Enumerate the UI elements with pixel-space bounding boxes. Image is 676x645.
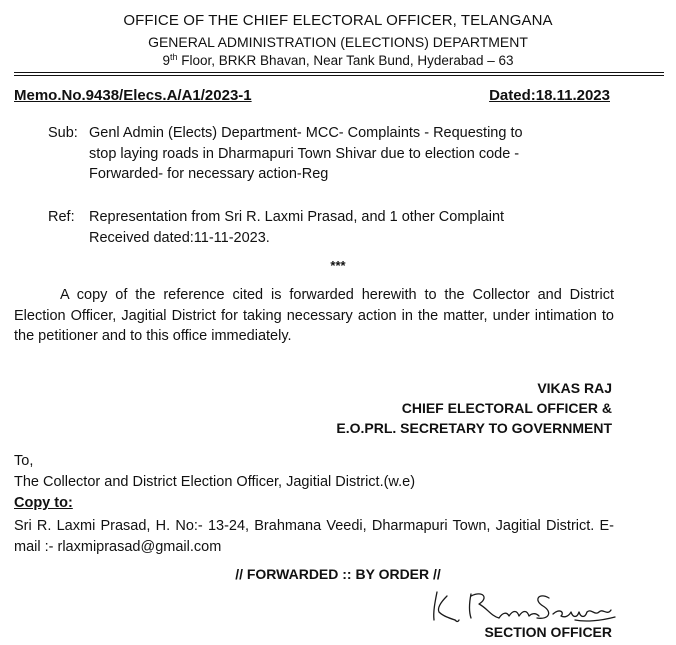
header-rule-top [14,72,664,73]
office-heading: OFFICE OF THE CHIEF ELECTORAL OFFICER, TELANGANA [123,12,553,29]
copy-to-address: Sri R. Laxmi Prasad, H. No:- 13-24, Brahmana Veedi, Dharmapuri Town, Jagitial District. E-mail :- rlaxmiprasad@gmail.com [14,518,614,555]
recipient-address: The Collector and District Election Officer, Jagitial District.(w.e) [14,474,416,490]
forwarded-by-order: // FORWARDED :: BY ORDER // [235,566,441,582]
address-rest: Floor, BRKR Bhavan, Near Tank Bund, Hyderabad – 63 [177,53,514,68]
subject-line: Forwarded- for necessary action-Reg [89,166,329,182]
subject-line: stop laying roads in Dharmapuri Town Shivar due to election code - [89,145,520,162]
subject-label: Sub: [48,125,78,141]
memo-date: Dated:18.11.2023 [489,87,610,104]
header-rule-bottom [14,75,664,76]
separator-stars: *** [330,258,346,273]
reference-label: Ref: [48,209,75,225]
copy-to-label: Copy to: [14,495,73,511]
signatory-name: VIKAS RAJ [537,380,612,396]
subject-text [89,123,523,185]
reference-line: Representation from Sri R. Laxmi Prasad, and 1 other Complaint [89,209,505,225]
subject-line: Genl Admin (Elects) Department- MCC- Complaints - Requesting to [89,125,523,141]
memo-number: Memo.No.9438/Elecs.A/A1/2023-1 [14,87,252,104]
signatory-title: CHIEF ELECTORAL OFFICER & [401,400,612,416]
handwritten-signature [425,586,620,626]
section-officer-title: SECTION OFFICER [484,624,612,640]
office-address [0,52,676,68]
to-label: To, [14,453,34,469]
department-heading: GENERAL ADMINISTRATION (ELECTIONS) DEPARTMENT [148,34,528,50]
body-paragraph: A copy of the reference cited is forwarded herewith to the Collector and District Election Officer, Jagitial District for taking necessary action in the matter, under intimation to the petitioner and to this office immediately. [14,287,614,344]
address-floor-suffix: th [170,52,178,62]
reference-text [89,207,504,248]
address-floor: 9 [162,53,171,68]
reference-line: Received dated:11-11-2023. [89,229,270,246]
signatory-title-secondary: E.O.PRL. SECRETARY TO GOVERNMENT [336,420,612,436]
